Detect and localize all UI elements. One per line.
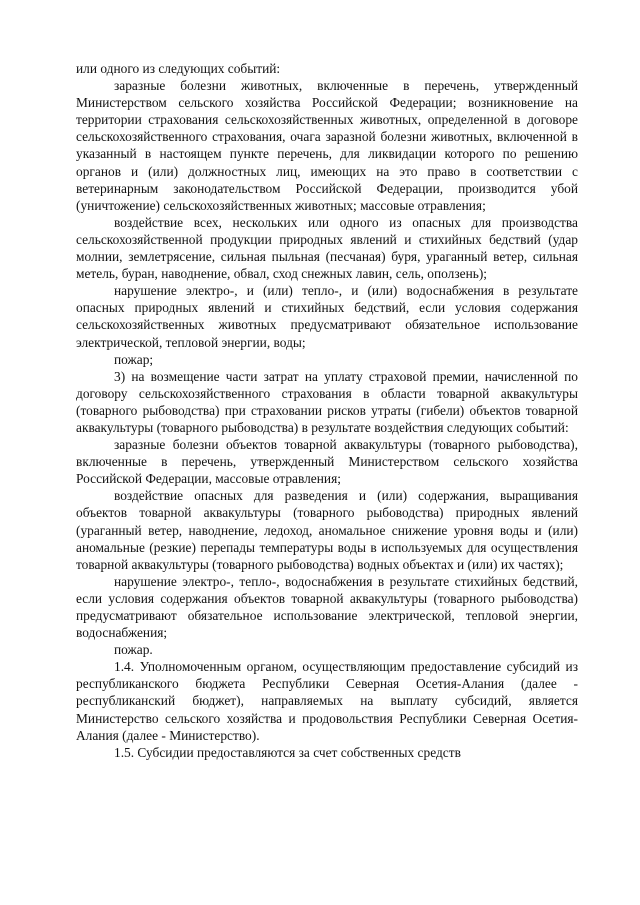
paragraph-section-1-4: 1.4. Уполномоченным органом, осуществляющим предоставление субсидий из республиканского бюджета Республики Северная Осетия-Алания (далее - республиканский бюджет), направляемых на выплату субсидий, является Министерство сельского хозяйства и продовольствия Республики Северная Осетия-Алания (далее - Министерство). [76,659,578,743]
paragraph-utility-disruption: нарушение электро-, и (или) тепло-, и (или) водоснабжения в результате опасных природных явлений и стихийных бедствий, если условия содержания сельскохозяйственных животных предусматривают обязательное использование электрической, тепловой энергии, воды; [76,283,578,350]
paragraph-aquaculture-fire: пожар. [114,642,153,658]
paragraph-section-1-5: 1.5. Субсидии предоставляются за счет собственных средств [114,744,461,760]
paragraph-aquaculture-diseases: заразные болезни объектов товарной аквакультуры (товарного рыбоводства), включенные в перечень, утвержденный Министерством сельского хозяйства Российской Федерации, массовые отравления; [76,437,578,487]
document-body [76,60,578,761]
paragraph-natural-hazards: воздействие всех, нескольких или одного из опасных для производства сельскохозяйственной продукции природных явлений и стихийных бедствий (удар молнии, землетрясение, сильная пыльная (песчаная) буря, ураганный ветер, сильная метель, буран, наводнение, обвал, сход снежных лавин, сель, оползень); [76,214,578,282]
paragraph-aquaculture-natural-hazards: воздействие опасных для разведения и (или) содержания, выращивания объектов товарной аквакультуры (товарного рыбоводства) природных явлений (ураганный ветер, наводнение, ледоход, аномальное снижение уровня воды и (или) аномальные (резкие) перепады температуры воды в используемых для осуществления товарной аквакультуры (товарного рыбоводства) водных объектах и (или) их частях); [76,488,578,572]
paragraph-fire: пожар; [114,351,154,367]
paragraph-item-3-aquaculture: 3) на возмещение части затрат на уплату страховой премии, начисленной по договору сельскохозяйственного страхования в области товарной аквакультуры (товарного рыбоводства) при страховании рисков утраты (гибели) объектов товарной аквакультуры (товарного рыбоводства) в результате воздействия следующих событий: [76,368,578,435]
paragraph-aquaculture-utility-disruption: нарушение электро-, тепло-, водоснабжения в результате стихийных бедствий, если условия содержания объектов товарной аквакультуры (товарного рыбоводства) предусматривают обязательное использование электрической, тепловой энергии, водоснабжения; [76,573,578,641]
paragraph-intro: или одного из следующих событий: [76,61,281,76]
paragraph-animal-diseases: заразные болезни животных, включенные в перечень, утвержденный Министерством сельского хозяйства Российской Федерации; возникновение на территории страхования сельскохозяйственных животных, определенной в договоре сельскохозяйственного страхования, очага заразной болезни животных, включенной в указанный в настоящем пункте перечень, для ликвидации которого по решению органов и (или) должностных лиц, имеющих на это право в соответствии с ветеринарным законодательством Российской Федерации, производится убой (уничтожение) сельскохозяйственных животных; массовые отравления; [76,78,578,213]
